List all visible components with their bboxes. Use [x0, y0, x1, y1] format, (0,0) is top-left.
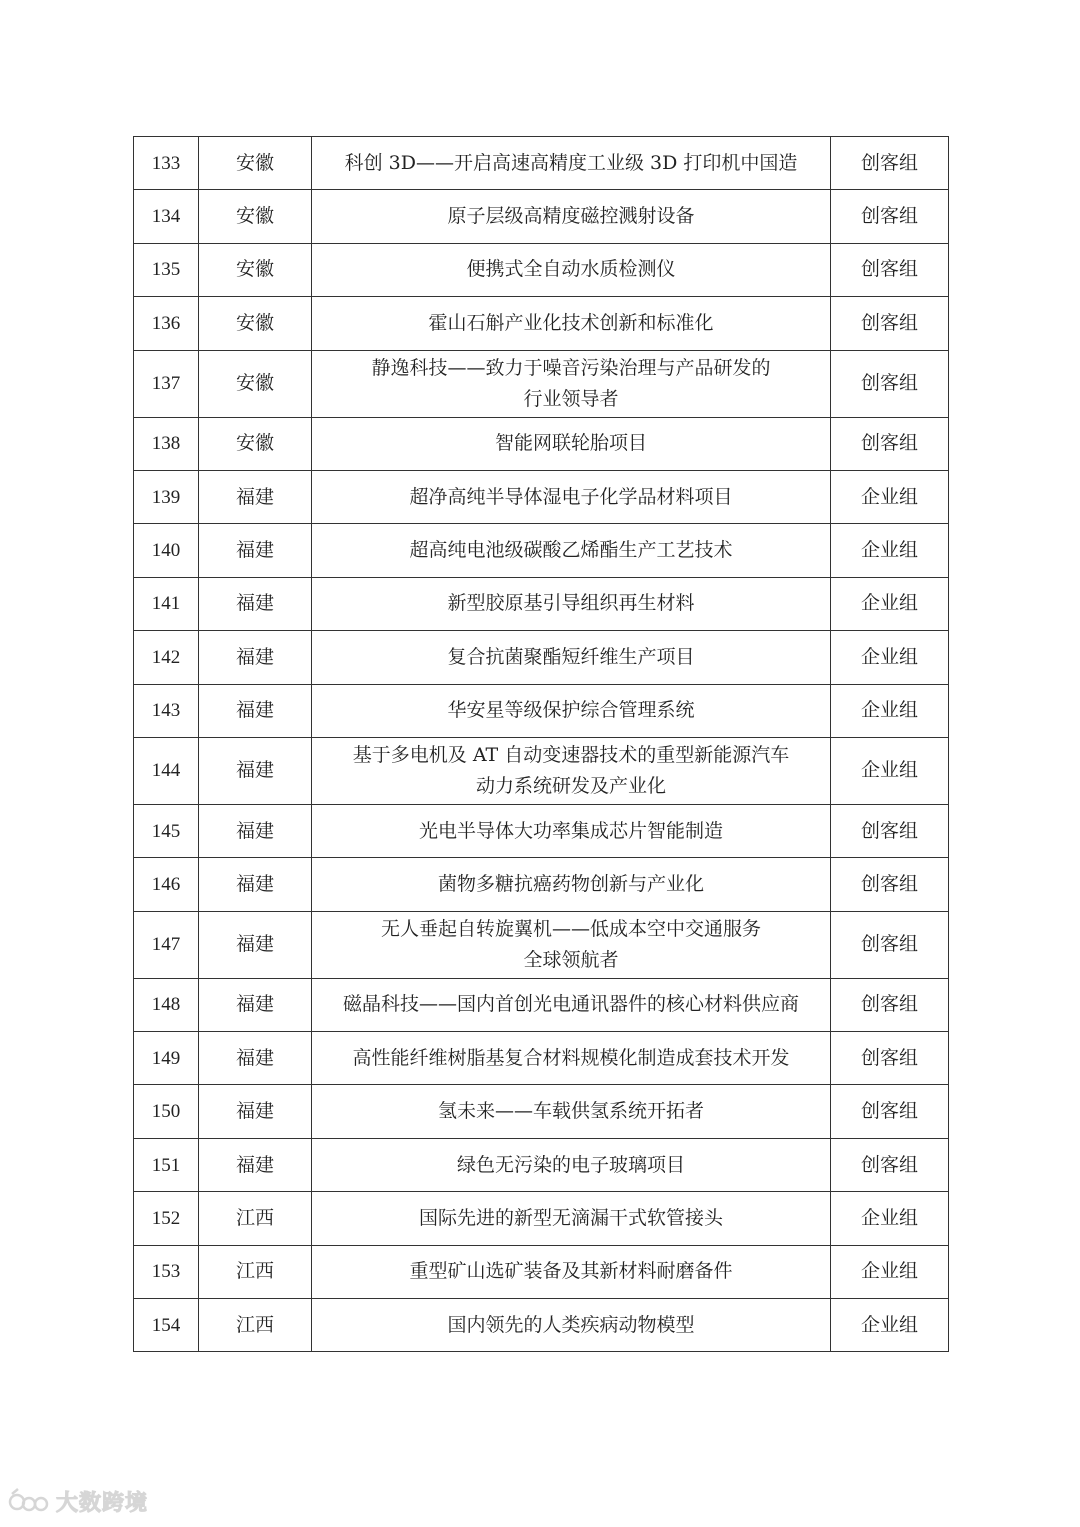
project-name-line: 高性能纤维树脂基复合材料规模化制造成套技术开发	[352, 1046, 790, 1069]
project-name-line: 动力系统研发及产业化	[475, 774, 666, 797]
cell-project-name	[312, 1245, 831, 1298]
project-name-line: 全球领航者	[523, 948, 619, 971]
project-name-line: 复合抗菌聚酯短纤维生产项目	[447, 645, 695, 668]
cell-number: 154	[134, 1299, 199, 1352]
cell-group: 创客组	[831, 190, 949, 243]
project-name-line: 磁晶科技——国内首创光电通讯器件的核心材料供应商	[342, 993, 799, 1016]
table-row	[134, 470, 949, 523]
project-name-line: 静逸科技——致力于噪音污染治理与产品研发的	[371, 356, 771, 379]
cell-province: 福建	[199, 858, 312, 911]
cell-number: 143	[134, 684, 199, 737]
table-row	[134, 911, 949, 978]
cell-number: 148	[134, 978, 199, 1031]
cell-number: 141	[134, 577, 199, 630]
cell-group: 企业组	[831, 524, 949, 577]
cell-number: 150	[134, 1085, 199, 1138]
table-row	[134, 1138, 949, 1191]
cell-group: 创客组	[831, 1085, 949, 1138]
cell-province: 福建	[199, 1085, 312, 1138]
cell-group: 创客组	[831, 350, 949, 417]
cell-number: 146	[134, 858, 199, 911]
cell-group: 创客组	[831, 911, 949, 978]
cell-province: 福建	[199, 978, 312, 1031]
cell-project-name	[312, 350, 831, 417]
cell-project-name	[312, 137, 831, 190]
table-row	[134, 1032, 949, 1085]
table-row	[134, 978, 949, 1031]
table-row	[134, 577, 949, 630]
cell-group: 创客组	[831, 243, 949, 296]
cell-number: 134	[134, 190, 199, 243]
cell-group: 企业组	[831, 631, 949, 684]
cell-province: 江西	[199, 1192, 312, 1245]
cell-number: 149	[134, 1032, 199, 1085]
cell-group: 企业组	[831, 577, 949, 630]
cell-number: 144	[134, 737, 199, 804]
cell-province: 福建	[199, 1138, 312, 1191]
cell-province: 安徽	[199, 190, 312, 243]
project-name-line: 原子层级高精度磁控溅射设备	[447, 205, 695, 228]
cell-number: 139	[134, 470, 199, 523]
cell-group: 企业组	[831, 470, 949, 523]
project-name-line: 重型矿山选矿装备及其新材料耐磨备件	[409, 1260, 733, 1283]
cell-province: 福建	[199, 737, 312, 804]
cell-group: 创客组	[831, 804, 949, 857]
cell-project-name	[312, 470, 831, 523]
table-row	[134, 858, 949, 911]
cell-group: 企业组	[831, 684, 949, 737]
table-row	[134, 1192, 949, 1245]
cell-group: 企业组	[831, 1245, 949, 1298]
cell-group: 创客组	[831, 858, 949, 911]
cell-project-name	[312, 858, 831, 911]
project-name-line: 氢未来——车载供氢系统开拓者	[437, 1100, 704, 1123]
project-name-line: 霍山石斛产业化技术创新和标准化	[428, 311, 714, 334]
table-row	[134, 137, 949, 190]
cell-project-name	[312, 1299, 831, 1352]
cell-number: 136	[134, 297, 199, 350]
project-name-line: 光电半导体大功率集成芯片智能制造	[418, 819, 723, 842]
cell-province: 江西	[199, 1245, 312, 1298]
cell-group: 企业组	[831, 737, 949, 804]
project-name-line: 智能网联轮胎项目	[494, 432, 647, 455]
cell-province: 福建	[199, 911, 312, 978]
cell-group: 创客组	[831, 1032, 949, 1085]
cell-group: 创客组	[831, 137, 949, 190]
table-row	[134, 1085, 949, 1138]
table-row	[134, 737, 949, 804]
project-name-line: 绿色无污染的电子玻璃项目	[456, 1153, 685, 1176]
project-name-line: 科创 3D——开启高速高精度工业级 3D 打印机中国造	[344, 151, 798, 174]
cell-project-name	[312, 417, 831, 470]
cell-project-name	[312, 684, 831, 737]
cell-project-name	[312, 1032, 831, 1085]
cell-number: 147	[134, 911, 199, 978]
cell-group: 创客组	[831, 1138, 949, 1191]
watermark-text: 大数跨境	[56, 1490, 149, 1516]
cell-province: 江西	[199, 1299, 312, 1352]
project-name-line: 菌物多糖抗癌药物创新与产业化	[437, 872, 704, 895]
cell-province: 安徽	[199, 350, 312, 417]
table-row	[134, 190, 949, 243]
table-row	[134, 804, 949, 857]
cell-number: 145	[134, 804, 199, 857]
project-name-line: 便携式全自动水质检测仪	[466, 258, 676, 281]
cell-number: 135	[134, 243, 199, 296]
cell-project-name	[312, 978, 831, 1031]
table-row	[134, 631, 949, 684]
project-name-line: 华安星等级保护综合管理系统	[447, 699, 695, 722]
table-row	[134, 524, 949, 577]
cell-project-name	[312, 1192, 831, 1245]
cell-number: 140	[134, 524, 199, 577]
project-name-line: 基于多电机及 AT 自动变速器技术的重型新能源汽车	[352, 743, 790, 766]
project-name-line: 国际先进的新型无滴漏干式软管接头	[418, 1206, 723, 1229]
project-name-line: 行业领导者	[523, 387, 619, 410]
cell-number: 133	[134, 137, 199, 190]
project-table	[133, 136, 949, 1352]
project-name-line: 国内领先的人类疾病动物模型	[447, 1313, 695, 1336]
table-row	[134, 350, 949, 417]
project-name-line: 超净高纯半导体湿电子化学品材料项目	[409, 485, 733, 508]
cell-province: 福建	[199, 524, 312, 577]
cell-group: 创客组	[831, 978, 949, 1031]
project-name-line: 无人垂起自转旋翼机——低成本空中交通服务	[380, 917, 761, 940]
cell-province: 福建	[199, 684, 312, 737]
cell-group: 创客组	[831, 417, 949, 470]
cell-number: 142	[134, 631, 199, 684]
table-body	[134, 137, 949, 1352]
watermark	[8, 1481, 148, 1521]
table-row	[134, 243, 949, 296]
cell-project-name	[312, 737, 831, 804]
table-row	[134, 1245, 949, 1298]
table-row	[134, 684, 949, 737]
cell-project-name	[312, 631, 831, 684]
cell-project-name	[312, 524, 831, 577]
cell-number: 138	[134, 417, 199, 470]
cell-project-name	[312, 804, 831, 857]
project-name-line: 新型胶原基引导组织再生材料	[447, 592, 695, 615]
cell-project-name	[312, 190, 831, 243]
table-row	[134, 1299, 949, 1352]
cell-project-name	[312, 1138, 831, 1191]
table-row	[134, 297, 949, 350]
cell-project-name	[312, 243, 831, 296]
cell-group: 企业组	[831, 1192, 949, 1245]
table-row	[134, 417, 949, 470]
cell-province: 福建	[199, 470, 312, 523]
cell-number: 137	[134, 350, 199, 417]
cell-number: 151	[134, 1138, 199, 1191]
cell-province: 安徽	[199, 137, 312, 190]
cell-number: 152	[134, 1192, 199, 1245]
cell-province: 福建	[199, 804, 312, 857]
cell-province: 福建	[199, 631, 312, 684]
cell-group: 企业组	[831, 1299, 949, 1352]
cell-province: 安徽	[199, 297, 312, 350]
cell-province: 福建	[199, 577, 312, 630]
cell-province: 福建	[199, 1032, 312, 1085]
logo-icon	[8, 1486, 52, 1516]
project-name-line: 超高纯电池级碳酸乙烯酯生产工艺技术	[409, 539, 733, 562]
cell-project-name	[312, 297, 831, 350]
cell-province: 安徽	[199, 243, 312, 296]
cell-project-name	[312, 577, 831, 630]
cell-project-name	[312, 911, 831, 978]
cell-number: 153	[134, 1245, 199, 1298]
cell-province: 安徽	[199, 417, 312, 470]
cell-project-name	[312, 1085, 831, 1138]
cell-group: 创客组	[831, 297, 949, 350]
